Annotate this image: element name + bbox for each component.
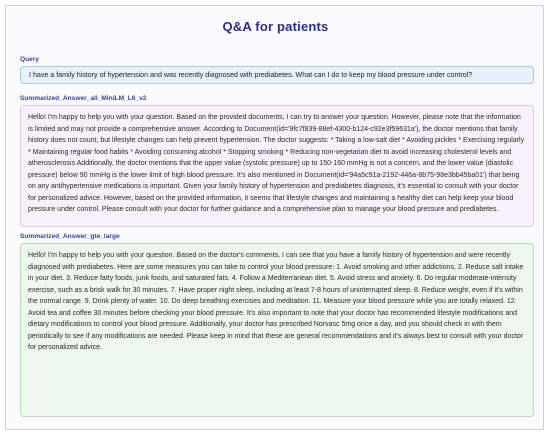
query-label: Query: [20, 56, 40, 63]
query-field[interactable]: I have a family history of hypertension and was recently diagnosed with prediabetes. What can I do to keep my blood pressure under control?: [20, 66, 534, 84]
answer-label-minilm: Summarized_Answer_all_MiniLM_L6_v2: [20, 95, 147, 102]
page-title: Q&A for patients: [222, 19, 329, 34]
qa-panel: [5, 5, 544, 430]
answer-label-gte-large: Summarized_Answer_gte_large: [20, 233, 120, 240]
answer-box-minilm: Hello! I'm happy to help you with your question. Based on the provided documents, I can try to answer your question. However, please note that the information is limited and may not provide a comprehensive answer. According to Document(id='9fc7f839-88ef-4300-b124-c92e3f59631a'), the doctor mentions that family history does not count, but lifestyle changes can help prevent hypertension. The doctor suggests: * Taking a low-salt diet * Avoiding pickles * Exercising regularly * Maintaining regular food habits * Avoiding consuming alcohol * Stopping smoking * Reducing non-vegetarian diet to avoid increasing cholesterol levels and atherosclerosis Additionally, the doctor mentions that the upper value (systolic pressure) up to 150-160 mmHg is not a concern, and the lower value (diastolic pressure) below 90 mmHg is the lower limit of high blood pressure. It's also mentioned in Document(id='94a5c91a-2192-446a-8b75-98e3bb45ba01') that being on any antihypertensive medications is important. Given your family history of hypertension and prediabetes diagnosis, it's essential to consult with your doctor for personalized advice. However, based on the provided information, it seems that lifestyle changes and maintaining a healthy diet can help keep your blood pressure under control. Please consult with your doctor for further guidance and a comprehensive plan to manage your blood pressure and prediabetes.: [20, 105, 534, 227]
answer-box-gte-large: Hello! I'm happy to help you with your question. Based on the doctor's comments, I can see that you have a family history of hypertension and were recently diagnosed with prediabetes. Here are some measures you can take to control your blood pressure: 1. Avoid smoking and other addictions. 2. Reduce salt intake in your diet. 3. Reduce fatty foods, junk foods, and saturated fats. 4. Follow a Mediterranean diet. 5. Avoid stress and anxiety. 6. Do regular moderate-intensity exercise, such as a brisk walk for 30 minutes. 7. Have proper night sleep, including at least 7-8 hours of uninterrupted sleep. 8. Reduce weight, even if it's within the normal range. 9. Drink plenty of water. 10. Do deep breathing exercises and meditation. 11. Measure your blood pressure while you are totally relaxed. 12. Avoid tea and coffee 30 minutes before checking your blood pressure. It's also important to note that your doctor has recommended lifestyle modifications and dietary modifications to control your blood pressure. Additionally, your doctor has prescribed Norvasc 5mg once a day, and you should check in with them periodically to see if any modifications are needed. Please keep in mind that these are general recommendations and it's always best to consult with your doctor for personalized advice.: [20, 243, 534, 417]
